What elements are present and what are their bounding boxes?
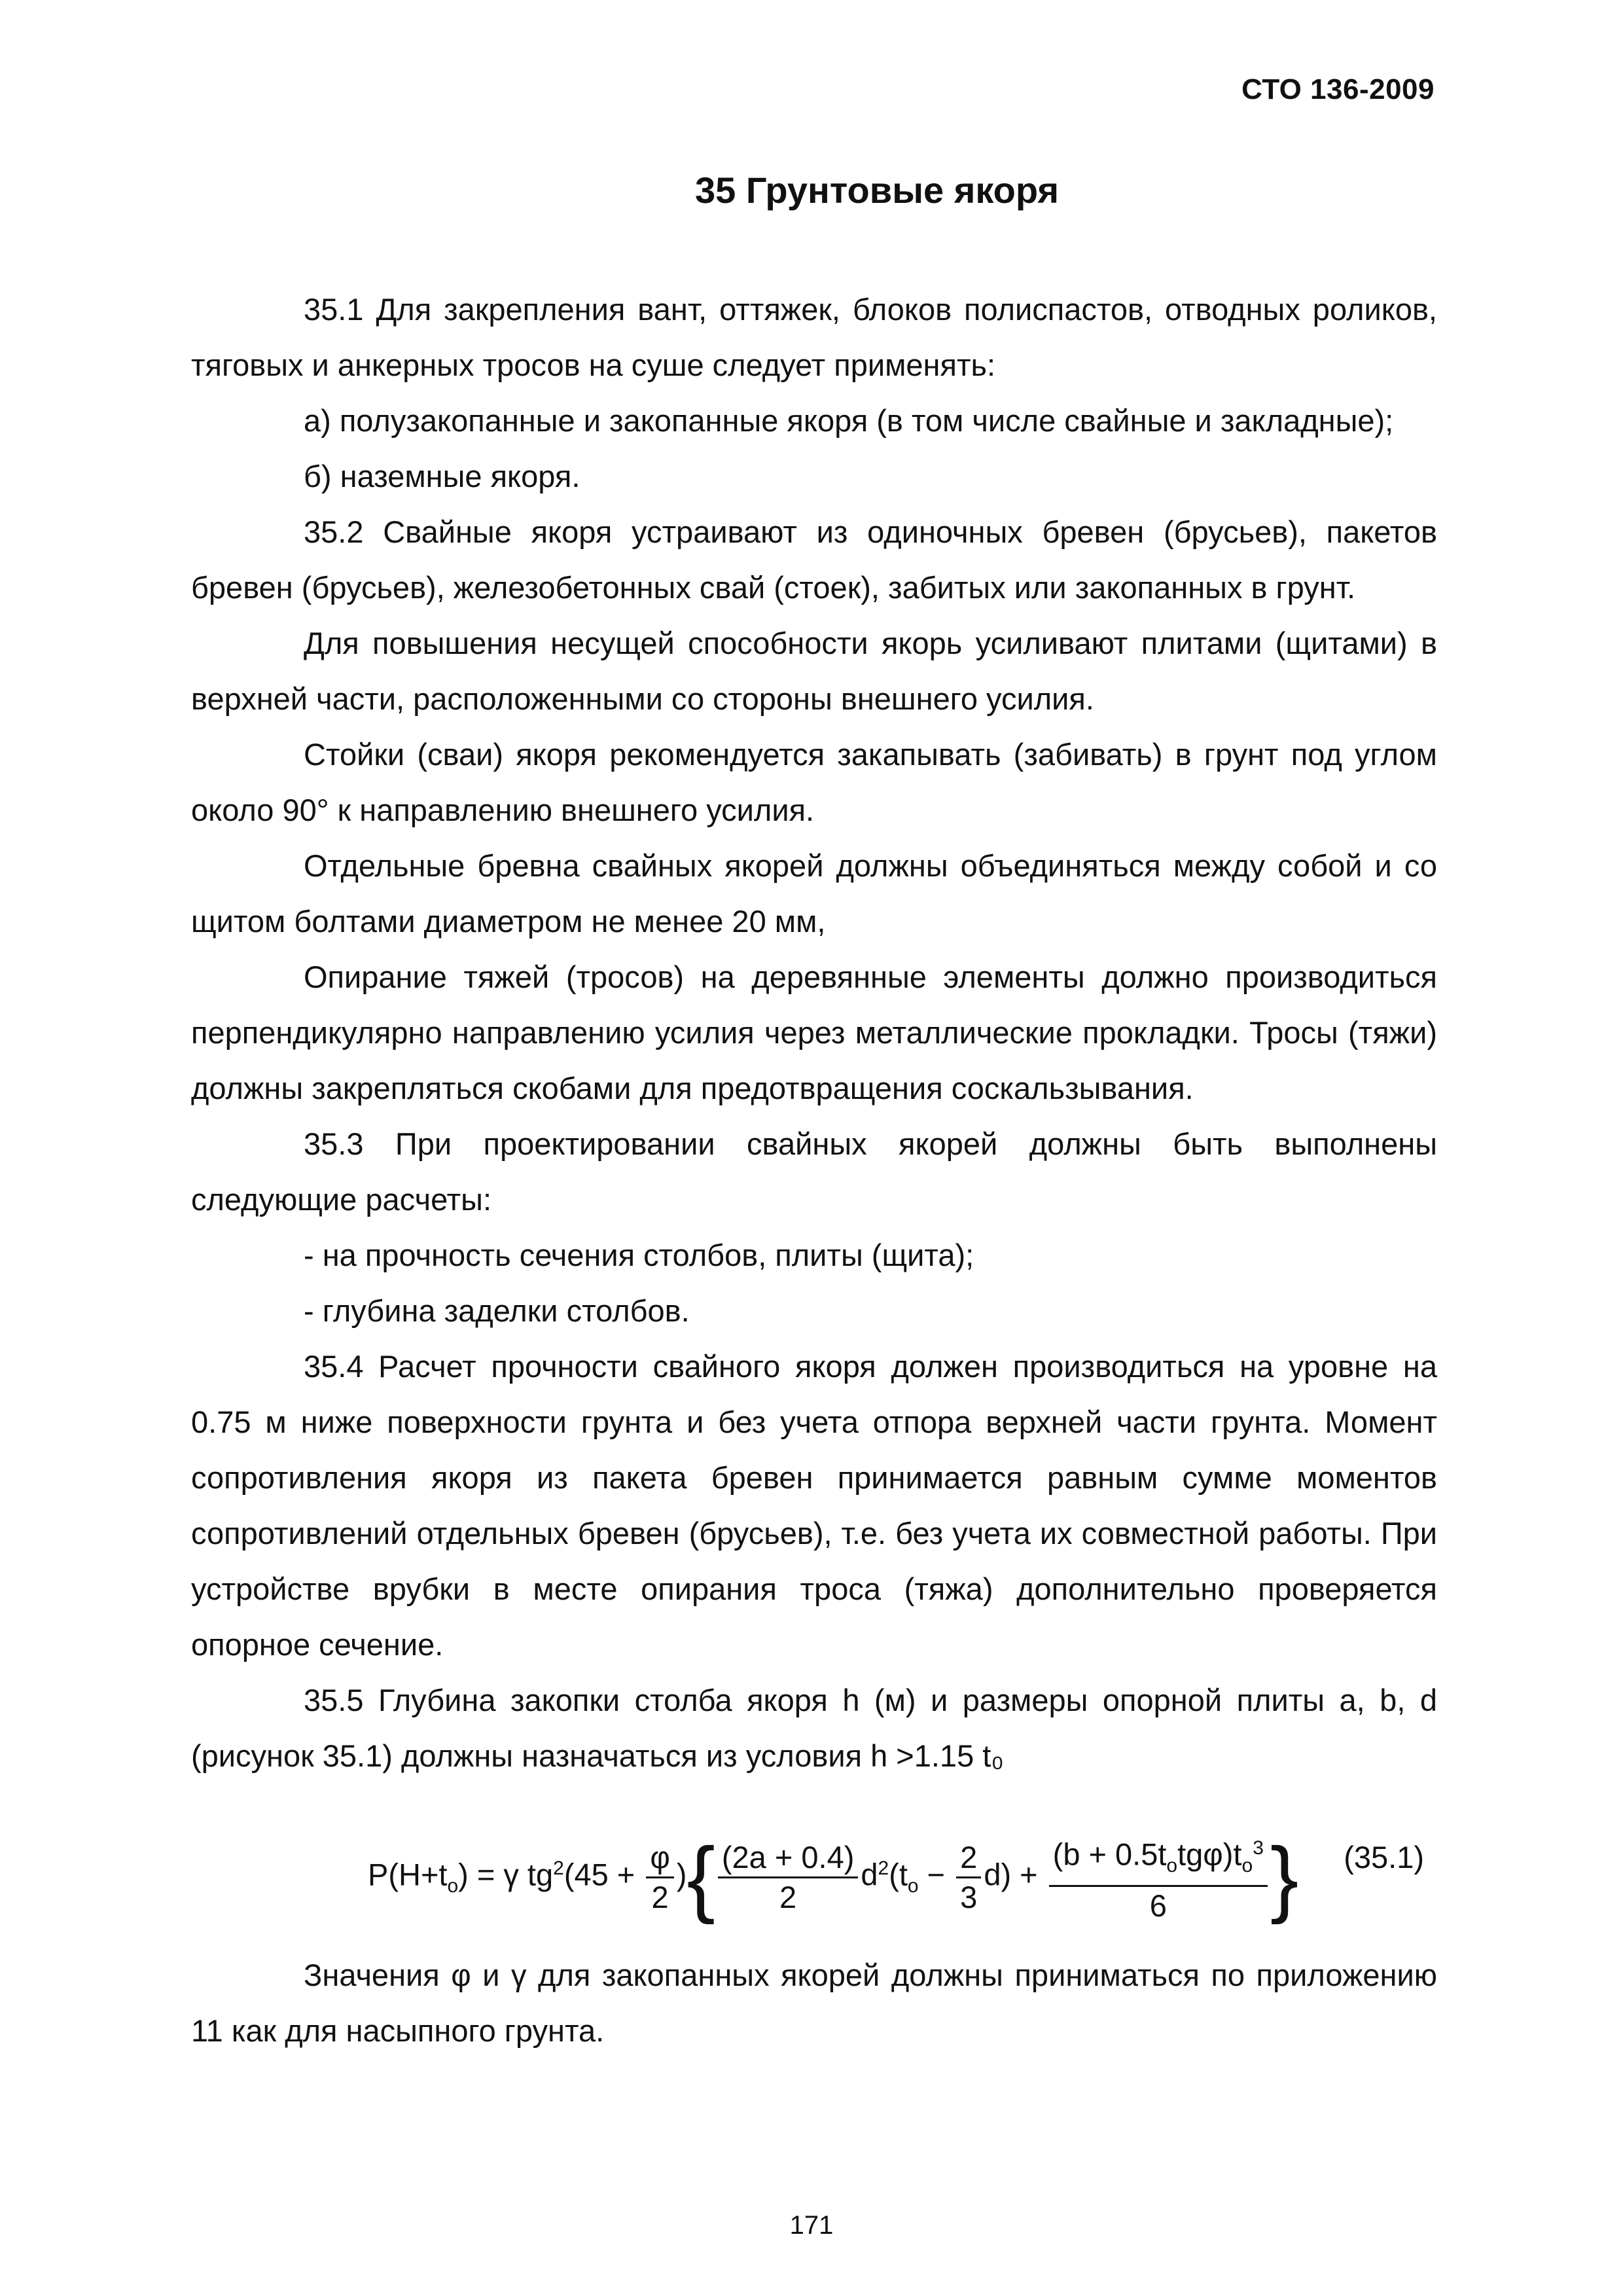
formula-angle-open: (45 + <box>563 1857 644 1892</box>
paragraph-35-2: 35.2 Свайные якоря устраивают из одиночных бревен (брусьев), пакетов бревен (брусьев), железобетонных свай (стоек), забитых или закопанных в грунт. <box>191 514 1437 605</box>
formula-lhs-sub: o <box>447 1874 459 1897</box>
fraction-3-num <box>1049 1829 1268 1887</box>
document-body <box>191 281 1437 2058</box>
fraction-3-den: 6 <box>1149 1888 1167 1924</box>
brace-open: { <box>687 1829 715 1926</box>
fraction-2-den: 3 <box>960 1879 978 1914</box>
formula-d-pow: 2 <box>878 1857 889 1879</box>
page-number: 171 <box>789 2211 834 2240</box>
paragraph-35-1: 35.1 Для закрепления вант, оттяжек, блоков полиспастов, отводных роликов, тяговых и анкерных тросов на суше следует применять: <box>191 292 1437 382</box>
formula-angle-close: ) <box>676 1857 687 1892</box>
fraction-3-num-pow: 3 <box>1253 1837 1264 1859</box>
list-item-strength: - на прочность сечения столбов, плиты (щита); <box>304 1238 974 1272</box>
formula-t-close: d) + <box>984 1857 1046 1892</box>
document-id: СТО 136-2009 <box>1241 73 1435 105</box>
brace-close: } <box>1270 1829 1299 1926</box>
fraction-phi <box>646 1839 673 1916</box>
paragraph-support: Опирание тяжей (тросов) на деревянные элементы должно производиться перпендикулярно направлению усилия через металлические прокладки. Тросы (тяжи) должны закрепляться скобами для предотвращения соскальзывания. <box>191 960 1437 1105</box>
fraction-phi-num: φ <box>646 1839 673 1878</box>
formula-t-sub: o <box>907 1874 919 1897</box>
fraction-1 <box>718 1839 858 1916</box>
formula-tg-pow: 2 <box>553 1857 564 1879</box>
formula-expression <box>368 1829 1298 1925</box>
fraction-3-num-a: (b + 0.5t <box>1052 1837 1167 1872</box>
formula-lhs-tail: ) = γ tg <box>458 1857 554 1892</box>
fraction-3 <box>1049 1829 1268 1925</box>
paragraph-capacity: Для повышения несущей способности якорь усиливают плитами (щитами) в верхней части, расположенными со стороны внешнего усилия. <box>191 626 1437 716</box>
formula-minus: − <box>918 1857 954 1892</box>
section-title: 35 Грунтовые якоря <box>694 170 1060 211</box>
fraction-1-den: 2 <box>779 1879 797 1914</box>
list-item-depth: - глубина заделки столбов. <box>304 1293 690 1328</box>
formula-number: (35.1) <box>1344 1840 1424 1874</box>
fraction-2-num: 2 <box>956 1839 981 1878</box>
fraction-3-num-sub: o <box>1166 1855 1178 1877</box>
formula-d: d <box>861 1857 878 1892</box>
fraction-3-num-b: tgφ)t <box>1177 1837 1242 1872</box>
list-item-b: б) наземные якоря. <box>304 459 580 493</box>
fraction-phi-den: 2 <box>651 1879 669 1914</box>
formula-t-open: (t <box>889 1857 908 1892</box>
paragraph-bolts: Отдельные бревна свайных якорей должны объединяться между собой и со щитом болтами диаметром не менее 20 мм, <box>191 848 1437 939</box>
paragraph-angle: Стойки (сваи) якоря рекомендуется закапывать (забивать) в грунт под углом около 90° к направлению внешнего усилия. <box>191 737 1437 827</box>
paragraph-35-4: 35.4 Расчет прочности свайного якоря должен производиться на уровне на 0.75 м ниже поверхности грунта и без учета отпора верхней части грунта. Момент сопротивления якоря из пакета бревен принимается равным сумме моментов сопротивлений отдельных бревен (брусьев), т.е. без учета их совместной работы. При устройстве врубки в месте опирания троса (тяжа) дополнительно проверяется опорное сечение. <box>191 1349 1437 1662</box>
fraction-2 <box>956 1839 981 1916</box>
formula-lhs: P(H+t <box>368 1857 448 1892</box>
list-item-a: а) полузакопанные и закопанные якоря (в том числе свайные и закладные); <box>304 403 1394 438</box>
fraction-3-num-sub2: o <box>1241 1855 1253 1877</box>
fraction-1-num: (2a + 0.4) <box>718 1839 858 1878</box>
paragraph-values: Значения φ и γ для закопанных якорей должны приниматься по приложению 11 как для насыпного грунта. <box>191 1958 1437 2048</box>
paragraph-35-5: 35.5 Глубина закопки столба якоря h (м) и размеры опорной плиты a, b, d (рисунок 35.1) должны назначаться из условия h >1.15 t₀ <box>191 1683 1437 1773</box>
paragraph-35-3: 35.3 При проектировании свайных якорей должны быть выполнены следующие расчеты: <box>191 1126 1437 1217</box>
formula-35-1 <box>191 1790 1437 1934</box>
